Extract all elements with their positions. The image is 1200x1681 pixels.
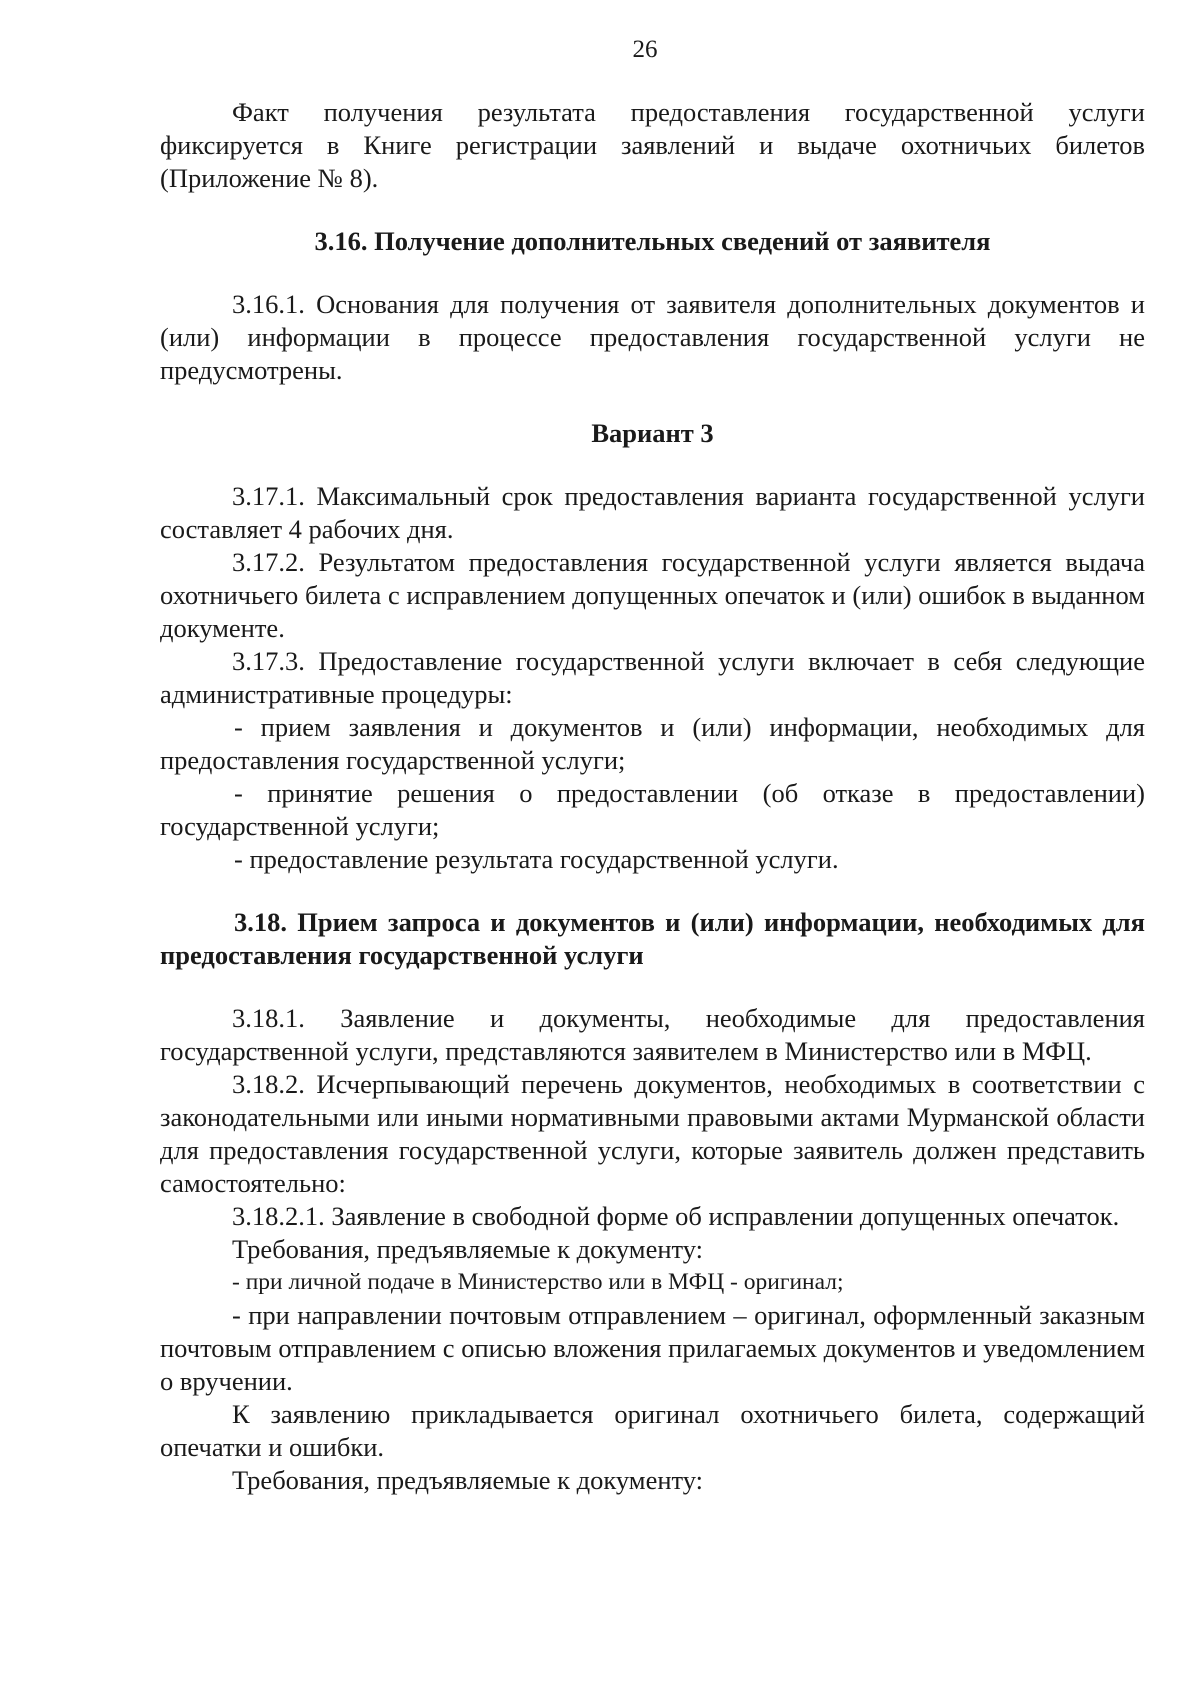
list-item-procedure-1: - прием заявления и документов и (или) информации, необходимых для предоставления государственной услуги; [160, 712, 1145, 775]
paragraph-requirements: Требования, предъявляемые к документу: [232, 1234, 704, 1264]
paragraph-3-17-2: 3.17.2. Результатом предоставления государственной услуги является выдача охотничьего билета с исправлением допущенных опечаток и (или) ошибок в выданном документе. [160, 547, 1145, 643]
paragraph-3-18-2: 3.18.2. Исчерпывающий перечень документов, необходимых в соответствии с законодательными или иными нормативными правовыми актами Мурманской области для предоставления государственной услуги, которые заявитель должен представить самостоятельно: [160, 1069, 1145, 1198]
list-item-procedure-3: - предоставление результата государственной услуги. [234, 844, 839, 874]
document-body [160, 96, 1145, 1497]
paragraph-3-18-1: 3.18.1. Заявление и документы, необходимые для предоставления государственной услуги, представляются заявителем в Министерство или в МФЦ. [160, 1003, 1145, 1066]
list-item-postal-submission: - при направлении почтовым отправлением – оригинал, оформленный заказным почтовым отправлением с описью вложения прилагаемых документов и уведомлением о вручении. [160, 1300, 1145, 1396]
paragraph-3-17-3: 3.17.3. Предоставление государственной услуги включает в себя следующие административные процедуры: [160, 646, 1145, 709]
paragraph-requirements-2: Требования, предъявляемые к документу: [232, 1465, 704, 1495]
section-heading-3-16: 3.16. Получение дополнительных сведений от заявителя [314, 226, 991, 256]
list-item-procedure-2: - принятие решения о предоставлении (об отказе в предоставлении) государственной услуги; [160, 778, 1145, 841]
list-item-personal-submission: - при личной подаче в Министерство или в МФЦ - оригинал; [232, 1269, 844, 1295]
paragraph-3-17-1: 3.17.1. Максимальный срок предоставления варианта государственной услуги составляет 4 рабочих дня. [160, 481, 1145, 544]
paragraph-result-fixation: Факт получения результата предоставления государственной услуги фиксируется в Книге регистрации заявлений и выдаче охотничьих билетов (Приложение № 8). [160, 97, 1145, 193]
section-heading-3-18: 3.18. Прием запроса и документов и (или) информации, необходимых для предоставления государственной услуги [160, 907, 1145, 970]
paragraph-3-16-1: 3.16.1. Основания для получения от заявителя дополнительных документов и (или) информации в процессе предоставления государственной услуги не предусмотрены. [160, 289, 1145, 385]
paragraph-3-18-2-1: 3.18.2.1. Заявление в свободной форме об исправлении допущенных опечаток. [232, 1201, 1120, 1231]
page-number: 26 [632, 36, 658, 63]
variant-heading: Вариант 3 [591, 418, 714, 448]
paragraph-attachment: К заявлению прикладывается оригинал охотничьего билета, содержащий опечатки и ошибки. [160, 1399, 1145, 1462]
